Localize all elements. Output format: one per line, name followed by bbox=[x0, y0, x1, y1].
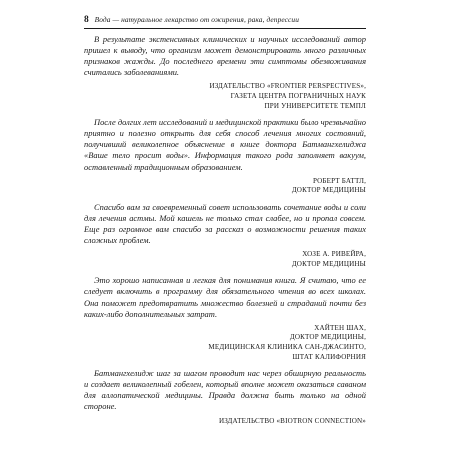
attribution-line: РОБЕРТ БАТТЛ, bbox=[312, 176, 366, 185]
testimonial-quote: Батмангхелидж шаг за шагом проводит нас через обширную реальность и создает великолепный гобелен, который вполне может оказаться саваном для аллопатической медицины. Правда должна быть только на одной стороне. bbox=[84, 368, 366, 412]
testimonial-quote: После долгих лет исследований и медицинской практики было чрезвычайно приятно и полезно открыть для себя способ лечения многих состояний, получивший великолепное объяснение в книге доктора Батмангхелиджа «Ваше тело просит воды». Информация такого рода заполняет вакуум, оставленный традиционным образованием. bbox=[84, 117, 366, 172]
testimonial-attribution bbox=[84, 177, 366, 196]
testimonial-attribution bbox=[84, 417, 366, 427]
testimonial-block bbox=[84, 117, 366, 196]
testimonial-block bbox=[84, 275, 366, 362]
testimonial-block bbox=[84, 34, 366, 111]
attribution-line: ИЗДАТЕЛЬСТВО «FRONTIER PERSPECTIVES», bbox=[209, 82, 366, 91]
testimonial-attribution bbox=[84, 82, 366, 111]
attribution-line: ДОКТОР МЕДИЦИНЫ bbox=[291, 259, 366, 268]
testimonial-quote: Спасибо вам за своевременный совет использовать сочетание воды и соли для лечения астмы. Мой кашель не только стал слабее, но и пропал совсем. Еще раз огромное вам спасибо за рассказ о возможности решения таких сложных проблем. bbox=[84, 201, 366, 246]
testimonial-quote: Это хорошо написанная и легкая для понимания книга. Я считаю, что ее следует включить в программу для обязательного чтения во всех школах. Она поможет предотвратить множество болезней и страданий почти без каких-либо дополнительных затрат. bbox=[84, 275, 366, 319]
testimonial-block bbox=[84, 202, 366, 270]
running-header bbox=[84, 14, 366, 29]
testimonial-quote: В результате экстенсивных клинических и научных исследований автор пришел к выводу, что организм может демонстрировать много различных признаков жажды. До последнего времени эти симптомы обезвоживания считались заболеваниями. bbox=[84, 34, 366, 78]
attribution-line: ИЗДАТЕЛЬСТВО «BIOTRON CONNECTION» bbox=[218, 416, 366, 425]
attribution-line: МЕДИЦИНСКАЯ КЛИНИКА САН-ДЖАСИНТО, bbox=[208, 342, 366, 351]
attribution-line: ХОЗЕ А. РИВЕЙРА, bbox=[302, 250, 366, 259]
attribution-line: ШТАТ КАЛИФОРНИЯ bbox=[292, 352, 366, 361]
page-number: 8 bbox=[84, 15, 89, 25]
running-title: Вода — натуральное лекарство от ожирения, рака, депрессии bbox=[94, 15, 300, 24]
attribution-line: ПРИ УНИВЕРСИТЕТЕ ТЕМПЛ bbox=[264, 101, 366, 110]
testimonial-attribution bbox=[84, 324, 366, 362]
testimonial-block bbox=[84, 368, 366, 426]
testimonial-attribution bbox=[84, 250, 366, 269]
attribution-line: ДОКТОР МЕДИЦИНЫ bbox=[291, 186, 366, 195]
attribution-line: ХАЙТЕН ШАХ, bbox=[314, 323, 366, 332]
attribution-line: ДОКТОР МЕДИЦИНЫ, bbox=[289, 333, 366, 342]
book-page bbox=[84, 14, 366, 426]
attribution-line: ГАЗЕТА ЦЕНТРА ПОГРАНИЧНЫХ НАУК bbox=[230, 91, 366, 100]
